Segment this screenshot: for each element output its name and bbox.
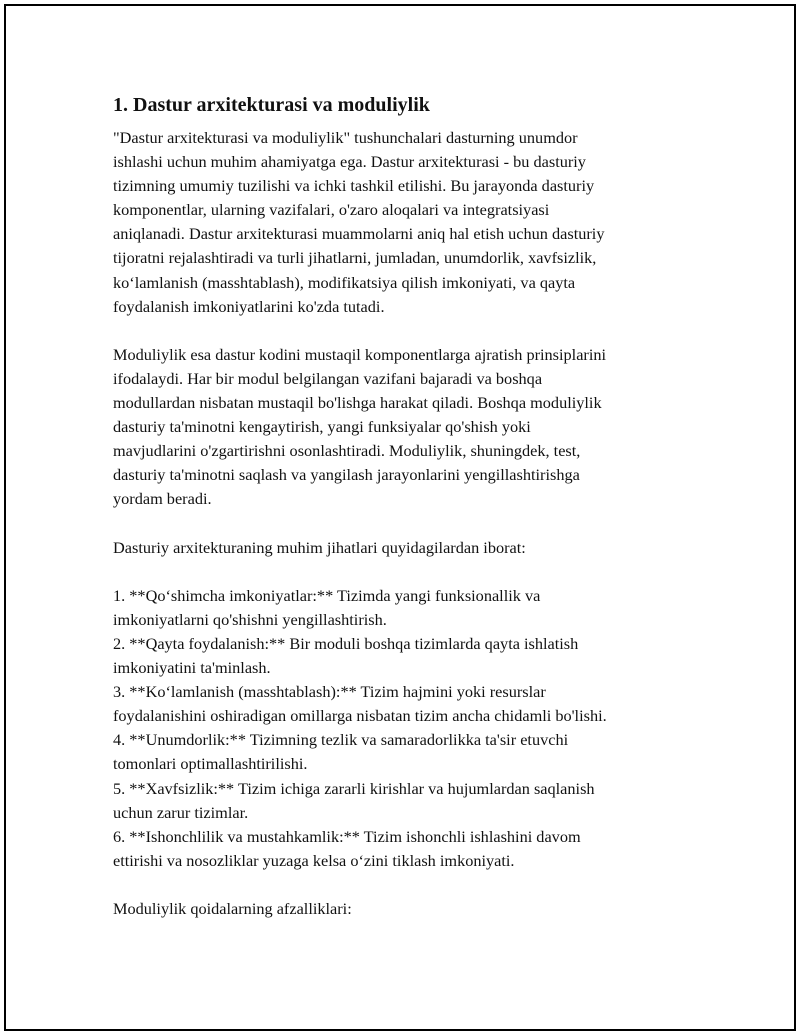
document-body [113,92,685,921]
aspects-intro-paragraph: Dasturiy arxitekturaning muhim jihatlari quyidagilardan iborat: [113,537,526,557]
paragraph-spacer [113,873,685,897]
intro-paragraph: "Dastur arxitekturasi va moduliylik" tushunchalari dasturning unumdor ishlashi uchun muhim ahamiyatga ega. Dastur arxitekturasi - bu dasturiy tizimning umumiy tuzilishi va ichki tashkil etilishi. Bu jarayonda dasturiy komponentlar, ularning vazifalari, o'zaro aloqalari va integratsiyasi aniqlanadi. Dastur arxitekturasi muammolarni aniq hal etish uchun dasturiy tijoratni rejalashtiradi va turli jihatlarni, jumladan, unumdorlik, xavfsizlik, ko‘lamlanish (masshtablash), modifikatsiya qilish imkoniyati, va qayta foydalanish imkoniyatlarini ko'zda tutadi. [113,128,605,316]
section-heading: 1. Dastur arxitekturasi va moduliylik [113,94,430,116]
aspects-list: 1. **Qo‘shimcha imkoniyatlar:** Tizimda yangi funksionallik va imkoniyatlarni qo'shishni yengillashtirish. 2. **Qayta foydalanish:** Bir moduli boshqa tizimlarda qayta ishlatish imkoniyatini ta'minlash. 3. **Ko‘lamlanish (masshtablash):** Tizim hajmini yoki resurslar foydalanishini oshiradigan omillarga nisbatan tizim ancha chidamli bo'lishi. 4. **Unumdorlik:** Tizimning tezlik va samaradorlikka ta'sir etuvchi tomonlari optimallashtirilishi. 5. **Xavfsizlik:** Tizim ichiga zararli kirishlar va hujumlardan saqlanish uchun zarur tizimlar. 6. **Ishonchlilik va mustahkamlik:** Tizim ishonchli ishlashini davom ettirishi va nosozliklar yuzaga kelsa o‘zini tiklash imkoniyati. [113,585,607,870]
paragraph-spacer [113,319,685,343]
paragraph-spacer [113,560,685,584]
modularity-paragraph: Moduliylik esa dastur kodini mustaqil komponentlarga ajratish prinsiplarini ifodalaydi. Har bir modul belgilangan vazifani bajaradi va boshqa modullardan nisbatan mustaqil bo'lishga harakat qiladi. Boshqa moduliylik dasturiy ta'minotni kengaytirish, yangi funksiyalar qo'shish yoki mavjudlarini o'zgartirishni osonlashtiradi. Moduliylik, shuningdek, test, dasturiy ta'minotni saqlash va yangilash jarayonlarini yengillashtirishga yordam beradi. [113,344,607,509]
advantages-intro-paragraph: Moduliylik qoidalarning afzalliklari: [113,899,352,918]
paragraph-spacer [113,512,685,536]
